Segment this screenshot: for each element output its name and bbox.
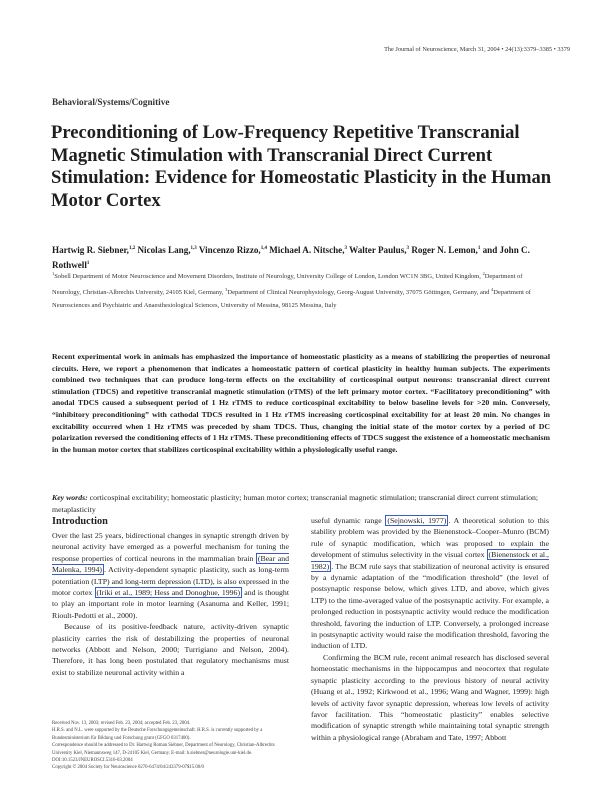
- footnote-copyright: Copyright © 2004 Society for Neuroscience 0270-6474/04/243379-07$15.00/0: [52, 765, 204, 771]
- author: Michael A. Nitsche,: [266, 245, 345, 256]
- abstract: Recent experimental work in animals has emphasized the importance of homeostatic plasticity as a means of stabilizing the properties of neuronal circuits. Here, we report a phenomenon that indicates a homeostatic pattern of cortical plasticity in healthy human subjects. The experiments combined two techniques that can produce long-term effects on the excitability of corticospinal output neurons: transcranial direct current stimulation (TDCS) and repetitive transcranial magnetic stimulation (rTMS) of the left primary motor cortex. “Facilitatory preconditioning” with anodal TDCS caused a subsequent period of 1 Hz rTMS to reduce corticospinal excitability to below baseline levels for >20 min. Conversely, “inhibitory preconditioning” with cathodal TDCS resulted in 1 Hz rTMS increasing corticospinal excitability for at least 20 min. No changes in excitability occurred when 1 Hz rTMS was preceded by sham TDCS. Thus, changing the initial state of the motor cortex by a period of DC polarization reversed the conditioning effects of 1 Hz rTMS. These preconditioning effects of TDCS suggest the existence of a homeostatic mechanism in the human motor cortex that stabilizes corticospinal excitability within a physiologically useful range.: [52, 352, 550, 454]
- affiliation: Department of Clinical Neurophysiology, Georg-August University, 37075 Göttingen, Germany, and: [227, 288, 491, 296]
- affiliations: [52, 268, 550, 312]
- keywords-text: corticospinal excitability; homeostatic plasticity; human motor cortex; transcranial magnetic stimulation; transcranial direct current stimulation; metaplasticity: [52, 493, 539, 514]
- running-head: The Journal of Neuroscience, March 31, 2004 • 24(13):3379–3385 • 3379: [384, 46, 570, 53]
- footnote-doi: DOI:10.1523/JNEUROSCI.5316-03.2004: [52, 758, 133, 764]
- author-sup: 3: [406, 246, 410, 251]
- author-sup: 3: [344, 246, 347, 251]
- footnote-received: Received Nov. 13, 2003; revised Feb. 23, 2004; accepted Feb. 23, 2004.: [52, 721, 191, 726]
- author-sup: 1: [477, 246, 481, 251]
- author: Walter Paulus,: [347, 245, 407, 256]
- paragraph: [311, 515, 549, 652]
- body-text: . The BCM rule says that stabilization of neuronal activity is ensured by a dynamic adaptation of the “modification threshold” (the level of postsynaptic response below, which gives LTD, and above, which gives LTP) to the time-averaged value of the postsynaptic activity. For example, a prolonged reduction in postsynaptic activity would reduce the modification threshold, favoring the induction of LTP. Conversely, a prolonged increase in postsynaptic activity would raise the modification threshold, favoring the induction of LTD.: [311, 561, 549, 651]
- body-text: Because of its positive-feedback nature, activity-driven synaptic plasticity carries the risk of destabilizing the properties of neuronal networks (Abbott and Nelson, 2000; Turrigiano and Nelson, 2004).: [52, 622, 289, 655]
- affil-sup: 3: [225, 286, 228, 292]
- section-label: Behavioral/Systems/Cognitive: [52, 97, 170, 107]
- citation-link[interactable]: (Bienenstock et al., 1982): [311, 550, 549, 571]
- paragraph: [52, 530, 289, 621]
- body-text: and is thought to play an important role in motor learning (Asanuma and Keller, 1991; Rioult-Pedotti et al., 2000).: [52, 588, 289, 620]
- author: Hartwig R. Siebner,: [52, 245, 129, 256]
- footnotes: [52, 720, 289, 772]
- footnote-support: H.R.S. and N.L. were supported by the Deutsche Forschungsgemeinschaft. H.R.S. is currently supported by a Bundesministerium für Bildung und Forschung grant (GFGO 0317400).: [52, 728, 263, 741]
- author: and John C. Rothwell: [52, 245, 530, 271]
- citation-link[interactable]: (Bear and Malenka, 1994): [52, 553, 289, 575]
- affil-sup: 2: [482, 271, 485, 276]
- author-sup: 1,2: [128, 246, 136, 251]
- body-text: Therefore, it has long been postulated that regulatory mechanisms must exist to stabilize neuronal activity within a: [52, 656, 289, 677]
- left-column: [52, 530, 289, 678]
- affil-sup: 1: [52, 271, 55, 276]
- keywords-label: Key words:: [52, 493, 88, 502]
- author-sup: 1,3: [190, 246, 197, 251]
- paragraph: Confirming the BCM rule, recent animal research has disclosed several homeostatic mechanisms in the hippocampus and neocortex that regulate synaptic plasticity according to the previous history of neural activity (Huang et al., 1992; Kirkwood et al., 1996; Wang and Wagner, 1999): high levels of activity favor synaptic depression, whereas low levels of activity favor facilitation. This “homeostatic plasticity” enables selective modification of synaptic strength while maintaining total synaptic strength within a physiological range (Abraham and Tate, 1997; Abbott: [311, 652, 549, 742]
- affiliation: Department of Neurology, Christian-Albrechts University, 24105 Kiel, Germany,: [52, 273, 523, 296]
- citation-link[interactable]: (Sejnowski, 1977): [387, 516, 447, 525]
- right-column: [311, 515, 549, 743]
- body-text: useful dynamic range: [311, 516, 386, 525]
- body-text: Over the last 25 years, bidirectional changes in synaptic strength driven by neuronal activity have emerged as a powerful mechanism for tuning the response properties of cortical neurons in the mammalian brain: [52, 531, 289, 563]
- body-text: . A theoretical solution to this stability problem was provided by the Bienenstock–Cooper–Munro (BCM) rule of synaptic modification, which was proposed to explain the development of stimulus selectivity in the visual cortex: [311, 516, 549, 560]
- author: Roger N. Lemon,: [409, 245, 478, 256]
- citation-link[interactable]: (Iriki et al., 1989; Hess and Donoghue, 1996): [96, 588, 241, 598]
- author-sup: 1,4: [260, 246, 267, 251]
- section-heading-introduction: Introduction: [52, 516, 108, 527]
- affil-sup: 4: [491, 286, 494, 292]
- keywords: [52, 492, 550, 515]
- paragraph: [52, 621, 289, 678]
- body-text: . Activity-dependent synaptic plasticity, such as long-term potentiation (LTP) and long-term depression (LTD), is also expressed in the motor cortex: [52, 565, 289, 598]
- footnote-correspondence: Correspondence should be addressed to Dr. Hartwig Roman Siebner, Department of Neurology, Christian-Albrechts University Kiel, Niemannsweg 147, D-24105 Kiel, Germany. E-mail: h.siebner@neurologie.uni-kiel.de.: [52, 743, 275, 756]
- author-sup: 1: [86, 261, 90, 267]
- affiliation: Department of Neurosciences and Psychiatric and Anaesthesiological Sciences, University of Messina, 98125 Messina, Italy: [52, 288, 531, 309]
- author: Nicolas Lang,: [135, 245, 191, 256]
- author: Vincenzo Rizzo,: [196, 245, 261, 256]
- article-title: Preconditioning of Low-Frequency Repetitive Transcranial Magnetic Stimulation with Transcranial Direct Current Stimulation: Evidence for Homeostatic Plasticity in the Human Motor Cortex: [51, 122, 552, 211]
- affiliation: Sobell Department of Motor Neuroscience and Movement Disorders, Institute of Neurology, University College of London, London WC1N 3BG, United Kingdom,: [54, 273, 483, 281]
